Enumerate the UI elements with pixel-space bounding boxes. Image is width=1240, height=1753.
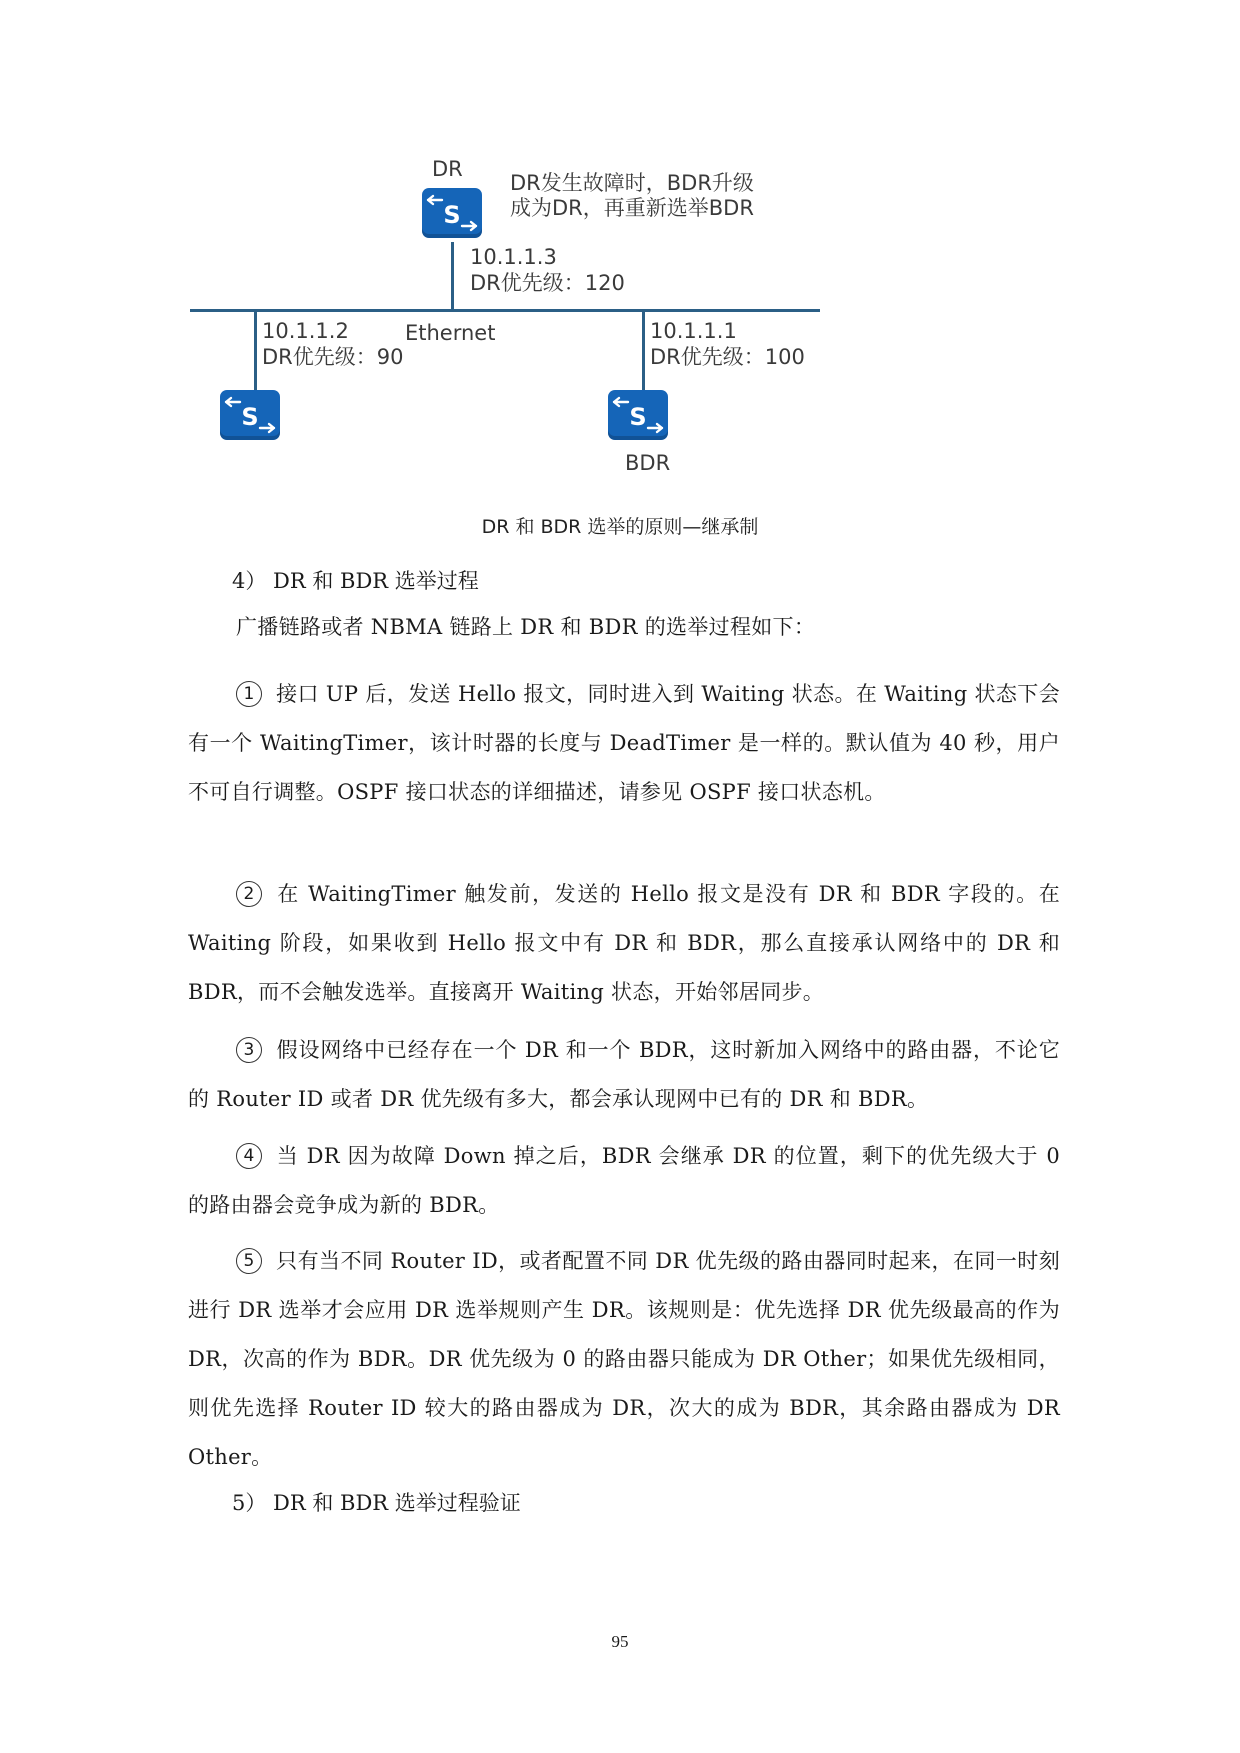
item-4 — [188, 1132, 1060, 1230]
circled-number: 3 — [236, 1037, 262, 1063]
left-priority: DR优先级：90 — [262, 345, 404, 369]
bdr-label: BDR — [625, 451, 671, 475]
dr-priority: DR优先级：120 — [470, 271, 625, 295]
dr-note-line2: 成为DR，再重新选举BDR — [510, 196, 754, 220]
svg-text:S: S — [629, 403, 647, 431]
dr-bdr-diagram — [180, 150, 830, 490]
section-4-heading: 4） DR 和 BDR 选举过程 — [232, 569, 479, 593]
item-5-text: 只有当不同 Router ID，或者配置不同 DR 优先级的路由器同时起来，在同一时刻进行 DR 选举才会应用 DR 选举规则产生 DR。该规则是：优先选择 DR 优先级最高的作为 DR，次高的作为 BDR。DR 优先级为 0 的路由器只能成为 DR Other；如果优先级相同，则优先选择 Router ID 较大的路由器成为 DR，次大的成为 BDR，其余路由器成为 DR Other。 — [188, 1249, 1060, 1469]
switch-icon — [422, 188, 482, 238]
network-label: Ethernet — [405, 321, 496, 345]
right-link-line — [642, 310, 645, 390]
item-3-text: 假设网络中已经存在一个 DR 和一个 BDR，这时新加入网络中的路由器，不论它的 Router ID 或者 DR 优先级有多大，都会承认现网中已有的 DR 和 BDR。 — [188, 1038, 1060, 1111]
switch-icon — [220, 390, 280, 440]
item-4-text: 当 DR 因为故障 Down 掉之后，BDR 会继承 DR 的位置，剩下的优先级大于 0 的路由器会竞争成为新的 BDR。 — [188, 1144, 1060, 1217]
left-router — [220, 390, 280, 440]
svg-text:S: S — [241, 403, 259, 431]
figure-caption: DR 和 BDR 选举的原则—继承制 — [481, 516, 759, 538]
circled-number: 4 — [236, 1143, 262, 1169]
circled-number: 5 — [236, 1248, 262, 1274]
page-number: 95 — [611, 1632, 629, 1651]
circled-number: 1 — [236, 681, 262, 707]
intro-paragraph — [188, 612, 1108, 642]
left-ip: 10.1.1.2 — [262, 319, 349, 343]
item-3 — [188, 1026, 1060, 1124]
dr-router — [422, 188, 482, 238]
dr-note-line1: DR发生故障时，BDR升级 — [510, 171, 754, 195]
item-5 — [188, 1237, 1060, 1482]
ethernet-bus-line — [190, 309, 820, 312]
item-2 — [188, 870, 1060, 1017]
switch-icon — [608, 390, 668, 440]
circled-number: 2 — [236, 881, 262, 907]
left-link-line — [254, 310, 257, 390]
dr-link-line — [451, 242, 454, 310]
item-1 — [188, 670, 1060, 817]
bdr-router — [608, 390, 668, 440]
dr-label: DR — [432, 157, 463, 181]
intro-text: 广播链路或者 NBMA 链路上 DR 和 BDR 的选举过程如下： — [236, 615, 816, 639]
item-2-text: 在 WaitingTimer 触发前，发送的 Hello 报文是没有 DR 和 BDR 字段的。在 Waiting 阶段，如果收到 Hello 报文中有 DR 和 BDR，那么直接承认网络中的 DR 和 BDR，而不会触发选举。直接离开 Waiting 状态，开始邻居同步。 — [188, 882, 1060, 1004]
dr-ip: 10.1.1.3 — [470, 245, 557, 269]
svg-text:S: S — [443, 201, 461, 229]
item-1-text: 接口 UP 后，发送 Hello 报文，同时进入到 Waiting 状态。在 Waiting 状态下会有一个 WaitingTimer，该计时器的长度与 DeadTimer 是一样的。默认值为 40 秒，用户不可自行调整。OSPF 接口状态的详细描述，请参见 OSPF 接口状态机。 — [188, 682, 1060, 804]
section-5-heading: 5） DR 和 BDR 选举过程验证 — [232, 1491, 521, 1515]
right-ip: 10.1.1.1 — [650, 319, 737, 343]
right-priority: DR优先级：100 — [650, 345, 805, 369]
